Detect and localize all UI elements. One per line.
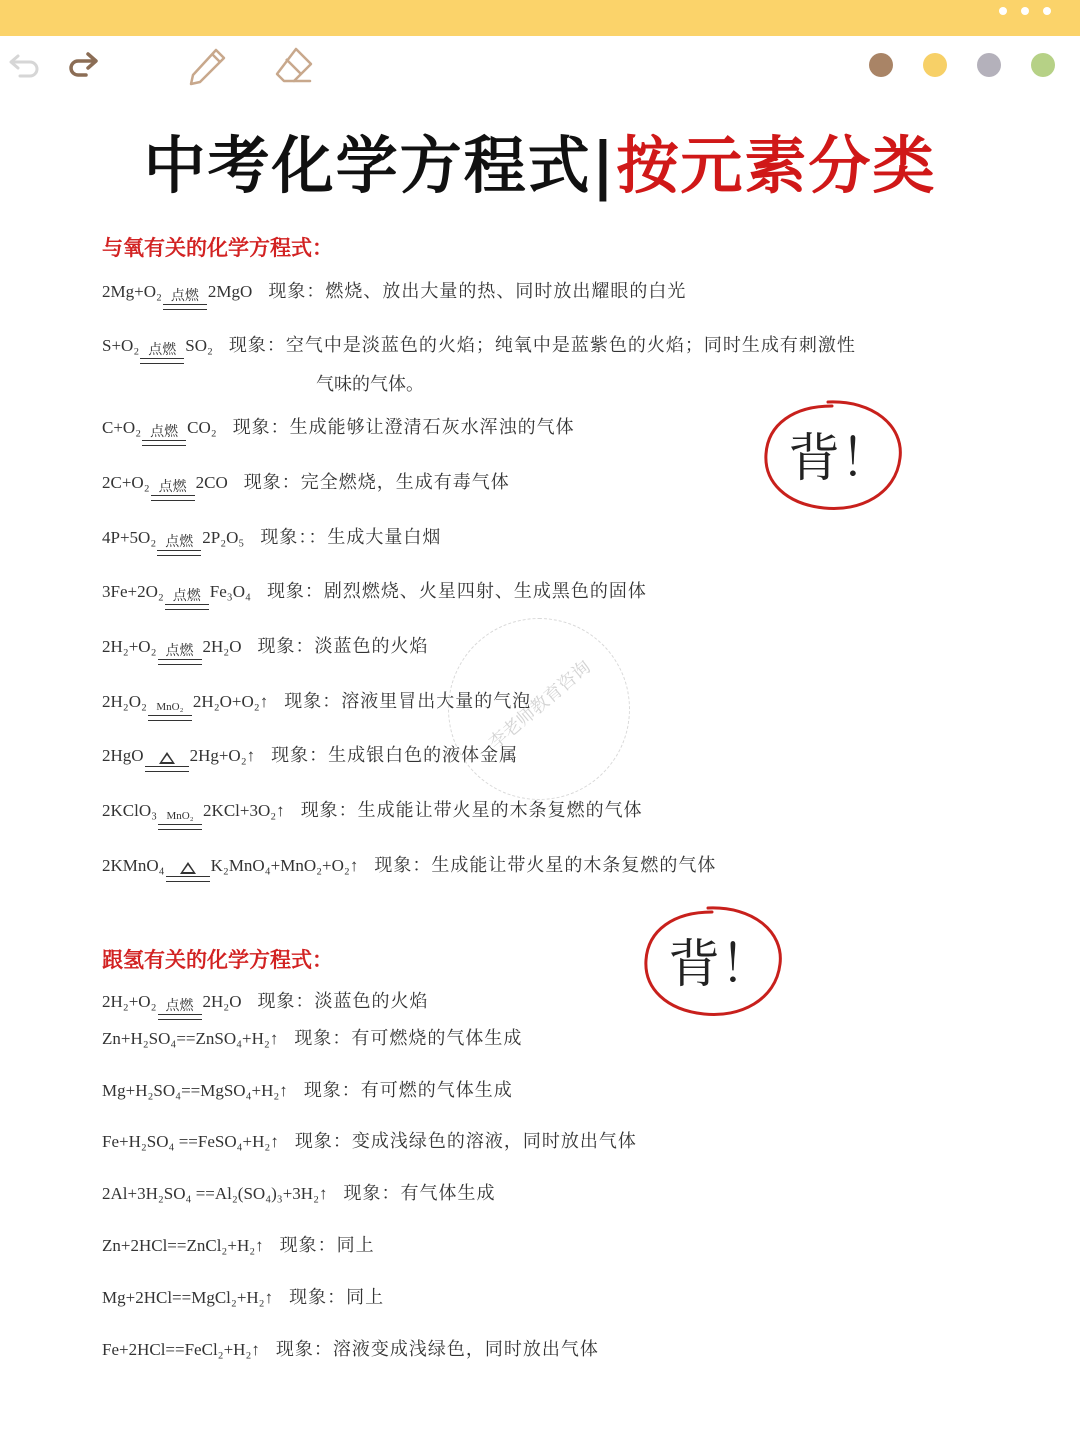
eraser-icon[interactable]: [272, 44, 316, 88]
equation-text: Zn+2HCl==ZnCl₂+H₂↑: [102, 1236, 264, 1255]
memorize-stamp: [638, 902, 788, 1022]
equation-lhs: 2KMnO₄: [102, 856, 165, 875]
observation-text: 现象：溶液里冒出大量的气泡: [284, 691, 532, 712]
watermark-text: 李老师教育咨询: [484, 656, 595, 754]
equation-lhs: 2HgO: [102, 746, 144, 765]
equation-row: [102, 635, 428, 665]
equation-row: [102, 799, 643, 830]
equation-rhs: SO₂: [185, 336, 213, 355]
reaction-condition: [148, 700, 192, 721]
equation-row: [102, 580, 647, 610]
equation-row: [102, 1234, 375, 1258]
equation-rhs: Fe₃O₄: [209, 582, 251, 601]
memorize-stamp: [758, 396, 908, 516]
equation-lhs: 2H₂+O₂: [102, 992, 157, 1011]
page-title: [0, 126, 1080, 206]
equation-lhs: 3Fe+2O₂: [102, 582, 164, 601]
observation-text: 现象：：生成大量白烟: [260, 527, 442, 548]
equation-text: 2Al+3H₂SO₄ ==Al₂(SO₄)₃+3H₂↑: [102, 1184, 328, 1203]
undo-icon[interactable]: [8, 50, 42, 80]
condition-label: 点燃: [170, 288, 199, 304]
equation-text: Fe+H₂SO₄ ==FeSO₄+H₂↑: [102, 1132, 279, 1151]
top-bar: [0, 0, 1080, 36]
equation-rhs: 2Hg+O₂↑: [189, 746, 256, 765]
equation-row: [102, 334, 856, 364]
equation-row: [102, 526, 441, 556]
stamp-text: 背！: [788, 429, 893, 489]
observation-text: 现象：剧烈燃烧、火星四射、生成黑色的固体: [266, 581, 647, 602]
condition-label: 点燃: [172, 588, 201, 604]
reaction-condition: [158, 644, 202, 665]
observation-text: 现象：有可燃的气体生成: [303, 1080, 513, 1101]
reaction-condition: [142, 425, 186, 446]
redo-icon[interactable]: [66, 50, 100, 80]
equation-lhs: 2Mg+O₂: [102, 282, 162, 301]
equation-row: [102, 1130, 637, 1154]
equation-rhs: CO₂: [187, 418, 217, 437]
equation-row: [102, 990, 428, 1020]
observation-text: 现象：燃烧、放出大量的热、同时放出耀眼的白光: [268, 281, 687, 302]
observation-text: 现象：同上: [279, 1235, 375, 1256]
heat-triangle-icon: [159, 752, 175, 764]
equation-text: Fe+2HCl==FeCl₂+H₂↑: [102, 1340, 260, 1359]
equation-row: [102, 854, 716, 882]
observation-text: 现象：有气体生成: [343, 1183, 496, 1204]
condition-label: 点燃: [165, 534, 194, 550]
condition-label: 点燃: [150, 424, 179, 440]
equation-lhs: 2H₂+O₂: [102, 637, 157, 656]
reaction-condition: [158, 999, 202, 1020]
heat-triangle-icon: [180, 862, 196, 874]
equation-row: [102, 744, 518, 772]
observation-text: 现象：生成能让带火星的木条复燃的气体: [374, 855, 717, 876]
reaction-condition: [163, 289, 207, 310]
observation-text: 现象：空气中是淡蓝色的火焰；纯氧中是蓝紫色的火焰；同时生成有刺激性: [228, 335, 856, 356]
watermark: [448, 618, 630, 800]
observation-continuation: 气味的气体。: [316, 374, 424, 395]
equation-row: [102, 1079, 513, 1103]
equation-lhs: C+O₂: [102, 418, 142, 437]
color-swatch-green[interactable]: [1031, 53, 1055, 77]
equation-rhs: 2P₂O₅: [202, 528, 245, 547]
observation-text: 现象：淡蓝色的火焰: [257, 991, 429, 1012]
observation-text: 现象：变成浅绿色的溶液，同时放出气体: [294, 1131, 637, 1152]
equation-rhs: 2MgO: [207, 282, 253, 301]
title-sub: 按元素分类: [616, 129, 937, 202]
equation-rhs: 2H₂O: [202, 992, 242, 1011]
equation-lhs: S+O₂: [102, 336, 140, 355]
observation-text: 现象：同上: [289, 1287, 385, 1308]
reaction-condition: [158, 809, 202, 830]
section-heading-hydrogen: 跟氢有关的化学方程式：: [102, 948, 333, 972]
reaction-condition: [151, 480, 195, 501]
equation-text: Zn+H₂SO₄==ZnSO₄+H₂↑: [102, 1029, 279, 1048]
pencil-icon[interactable]: [186, 44, 230, 88]
equation-lhs: 4P+5O₂: [102, 528, 157, 547]
reaction-condition: [140, 343, 184, 364]
condition-label: MnO₂: [166, 810, 194, 822]
equation-row: [102, 1338, 599, 1362]
equation-text: Mg+H₂SO₄==MgSO₄+H₂↑: [102, 1081, 288, 1100]
title-separator: |: [591, 129, 617, 202]
more-dots-icon[interactable]: [999, 7, 1007, 15]
condition-label: MnO₂: [156, 701, 184, 713]
observation-text: 现象：生成能够让澄清石灰水浑浊的气体: [232, 417, 575, 438]
observation-text: 现象：生成能让带火星的木条复燃的气体: [300, 800, 643, 821]
equation-row: [102, 1182, 496, 1206]
equation-text: Mg+2HCl==MgCl₂+H₂↑: [102, 1288, 274, 1307]
reaction-condition: [157, 535, 201, 556]
color-swatch-gray[interactable]: [977, 53, 1001, 77]
observation-text: 现象：淡蓝色的火焰: [257, 636, 429, 657]
condition-label: 点燃: [165, 643, 194, 659]
equation-rhs: K₂MnO₄+MnO₂+O₂↑: [210, 856, 359, 875]
reaction-condition: [166, 862, 210, 882]
equation-rhs: 2CO: [195, 473, 228, 492]
observation-text: 现象：溶液变成浅绿色，同时放出气体: [275, 1339, 599, 1360]
stamp-text: 背！: [668, 935, 773, 995]
observation-text: 现象：有可燃烧的气体生成: [294, 1028, 523, 1049]
equation-row: [102, 471, 510, 501]
observation-text: 现象：生成银白色的液体金属: [271, 745, 519, 766]
title-main: 中考化学方程式: [143, 129, 592, 202]
color-swatch-yellow[interactable]: [923, 53, 947, 77]
equation-row: [102, 1027, 522, 1051]
equation-lhs: 2H₂O₂: [102, 692, 147, 711]
more-dots-icon[interactable]: [1043, 7, 1051, 15]
reaction-condition: [165, 589, 209, 610]
section-heading-oxygen: 与氧有关的化学方程式：: [102, 236, 333, 260]
condition-label: 点燃: [148, 342, 177, 358]
equation-row: [102, 280, 686, 310]
color-swatch-brown[interactable]: [869, 53, 893, 77]
condition-label: 点燃: [158, 479, 187, 495]
equation-lhs: 2C+O₂: [102, 473, 150, 492]
equation-rhs: 2H₂O: [202, 637, 242, 656]
reaction-condition: [145, 752, 189, 772]
equation-rhs: 2KCl+3O₂↑: [203, 801, 285, 820]
condition-label: 点燃: [165, 998, 194, 1014]
equation-row: [102, 1286, 384, 1310]
equation-row: [102, 416, 575, 446]
equation-lhs: 2KClO₃: [102, 801, 158, 820]
equation-rhs: 2H₂O+O₂↑: [192, 692, 269, 711]
observation-text: 现象：完全燃烧，生成有毒气体: [243, 472, 510, 493]
more-dots-icon[interactable]: [1021, 7, 1029, 15]
